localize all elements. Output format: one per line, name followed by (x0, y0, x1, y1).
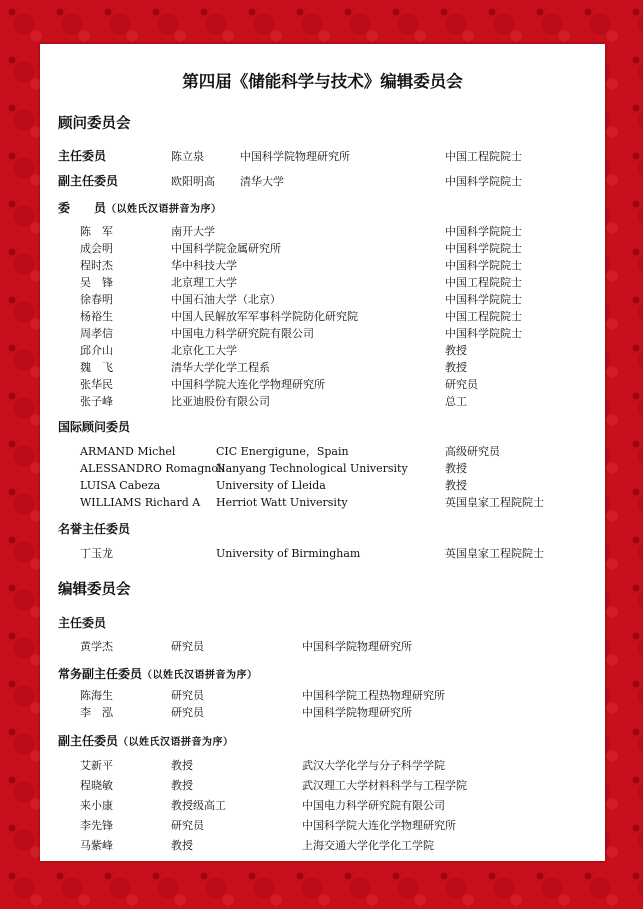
member-row (40, 242, 605, 255)
member-name: 陈海生 (80, 689, 113, 702)
member-row (40, 310, 605, 323)
member-name: WILLIAMS Richard A (80, 496, 201, 509)
role-label: 副主任委员 (58, 174, 119, 188)
member-org: University of Birmingham (216, 547, 361, 560)
member-title: 研究员 (171, 706, 204, 719)
member-org: 中国科学院工程热物理研究所 (302, 689, 445, 702)
member-row (40, 344, 605, 357)
advisory-committee-heading: 顾问委员会 (58, 115, 131, 132)
member-title: 中国工程院院士 (445, 150, 522, 163)
member-row (40, 839, 605, 852)
heading-label: 常务副主任委员 (58, 667, 143, 681)
sort-note: （以姓氏汉语拼音为序） (142, 670, 258, 681)
member-org: 武汉理工大学材料科学与工程学院 (302, 779, 467, 792)
member-name: 李 泓 (80, 706, 113, 719)
member-org: 华中科技大学 (171, 259, 237, 272)
member-org: 中国电力科学研究院有限公司 (302, 799, 445, 812)
advisory-members-heading (58, 199, 222, 216)
member-name: 李先锋 (80, 819, 113, 832)
editorial-committee-heading: 编辑委员会 (58, 581, 131, 598)
member-name: 杨裕生 (80, 310, 113, 323)
member-row (40, 361, 605, 374)
member-name: 张华民 (80, 378, 113, 391)
member-org: 中国科学院物理研究所 (302, 640, 412, 653)
member-row (40, 779, 605, 792)
member-title: 教授 (445, 462, 467, 475)
member-title: 中国工程院院士 (445, 276, 522, 289)
member-title: 教授 (171, 779, 193, 792)
member-title: 总工 (445, 395, 467, 408)
member-org: 清华大学 (240, 175, 284, 188)
exec-vice-chair-heading (58, 665, 258, 682)
role-label: 主任委员 (58, 149, 107, 163)
sort-note: （以姓氏汉语拼音为序） (106, 204, 222, 215)
member-name: 周孝信 (80, 327, 113, 340)
vice-chair-heading (58, 732, 234, 749)
member-name: 程时杰 (80, 259, 113, 272)
member-title: 教授 (445, 479, 467, 492)
editorial-chair-heading: 主任委员 (58, 616, 107, 630)
member-title: 教授 (171, 759, 193, 772)
member-name: 徐春明 (80, 293, 113, 306)
member-name: ARMAND Michel (80, 445, 176, 458)
member-title: 中国科学院院士 (445, 327, 522, 340)
member-row (40, 706, 605, 719)
member-name: 魏 飞 (80, 361, 113, 374)
member-org: 上海交通大学化学化工学院 (302, 839, 434, 852)
member-org: University of Lleida (216, 479, 326, 492)
member-row (40, 259, 605, 272)
member-name: 欧阳明高 (171, 175, 215, 188)
member-org: Nanyang Technological University (216, 462, 408, 475)
member-title: 教授级高工 (171, 799, 226, 812)
member-org: 清华大学化学工程系 (171, 361, 270, 374)
member-row (40, 327, 605, 340)
member-title: 英国皇家工程院院士 (445, 547, 544, 560)
member-row (40, 547, 605, 560)
member-name: 马紫峰 (80, 839, 113, 852)
member-org: 南开大学 (171, 225, 215, 238)
member-title: 中国科学院院士 (445, 225, 522, 238)
member-name: 陈 军 (80, 225, 113, 238)
member-name: 陈立泉 (171, 150, 204, 163)
member-row (40, 759, 605, 772)
member-name: 程晓敏 (80, 779, 113, 792)
member-org: 中国科学院金属研究所 (171, 242, 281, 255)
member-row (40, 445, 605, 458)
member-org: 中国电力科学研究院有限公司 (171, 327, 314, 340)
member-title: 中国科学院院士 (445, 293, 522, 306)
member-title: 研究员 (445, 378, 478, 391)
member-name: 黄学杰 (80, 640, 113, 653)
member-org: Herriot Watt University (216, 496, 348, 509)
member-org: CIC Energigune，Spain (216, 445, 349, 458)
member-title: 教授 (445, 361, 467, 374)
member-name: ALESSANDRO Romagnoli (80, 462, 226, 475)
member-row (40, 819, 605, 832)
member-org: 北京理工大学 (171, 276, 237, 289)
member-title: 教授 (171, 839, 193, 852)
intl-advisory-heading: 国际顾问委员 (58, 420, 131, 434)
member-title: 教授 (445, 344, 467, 357)
member-org: 中国石油大学（北京） (171, 293, 281, 306)
document-page (40, 44, 605, 861)
member-name: 邱介山 (80, 344, 113, 357)
member-org: 中国人民解放军军事科学院防化研究院 (171, 310, 358, 323)
honorary-chair-heading: 名誉主任委员 (58, 522, 131, 536)
member-name: 艾新平 (80, 759, 113, 772)
member-title: 中国工程院院士 (445, 310, 522, 323)
member-name: 成会明 (80, 242, 113, 255)
member-title: 中国科学院院士 (445, 259, 522, 272)
member-row (40, 640, 605, 653)
member-org: 中国科学院大连化学物理研究所 (171, 378, 325, 391)
member-row (40, 689, 605, 702)
member-name: LUISA Cabeza (80, 479, 161, 492)
member-name: 来小康 (80, 799, 113, 812)
member-org: 中国科学院物理研究所 (240, 150, 350, 163)
member-row (40, 496, 605, 509)
member-title: 研究员 (171, 819, 204, 832)
member-title: 研究员 (171, 689, 204, 702)
member-row (40, 479, 605, 492)
heading-label: 委 员 (58, 201, 107, 215)
member-row (40, 276, 605, 289)
member-org: 北京化工大学 (171, 344, 237, 357)
member-row (40, 395, 605, 408)
member-title: 中国科学院院士 (445, 175, 522, 188)
member-name: 丁玉龙 (80, 547, 113, 560)
member-name: 吴 锋 (80, 276, 113, 289)
member-org: 中国科学院大连化学物理研究所 (302, 819, 456, 832)
member-org: 武汉大学化学与分子科学学院 (302, 759, 445, 772)
sort-note: （以姓氏汉语拼音为序） (118, 737, 234, 748)
heading-label: 副主任委员 (58, 734, 119, 748)
member-name: 张子峰 (80, 395, 113, 408)
member-title: 英国皇家工程院院士 (445, 496, 544, 509)
member-row (40, 799, 605, 812)
member-row (40, 293, 605, 306)
member-org: 中国科学院物理研究所 (302, 706, 412, 719)
member-row (40, 462, 605, 475)
advisory-vice-chair-row (40, 175, 605, 188)
member-org: 比亚迪股份有限公司 (171, 395, 270, 408)
document-title: 第四届《储能科学与技术》编辑委员会 (182, 72, 463, 91)
member-title: 高级研究员 (445, 445, 500, 458)
member-row (40, 378, 605, 391)
advisory-chair-row (40, 150, 605, 163)
member-title: 研究员 (171, 640, 204, 653)
member-title: 中国科学院院士 (445, 242, 522, 255)
member-row (40, 225, 605, 238)
